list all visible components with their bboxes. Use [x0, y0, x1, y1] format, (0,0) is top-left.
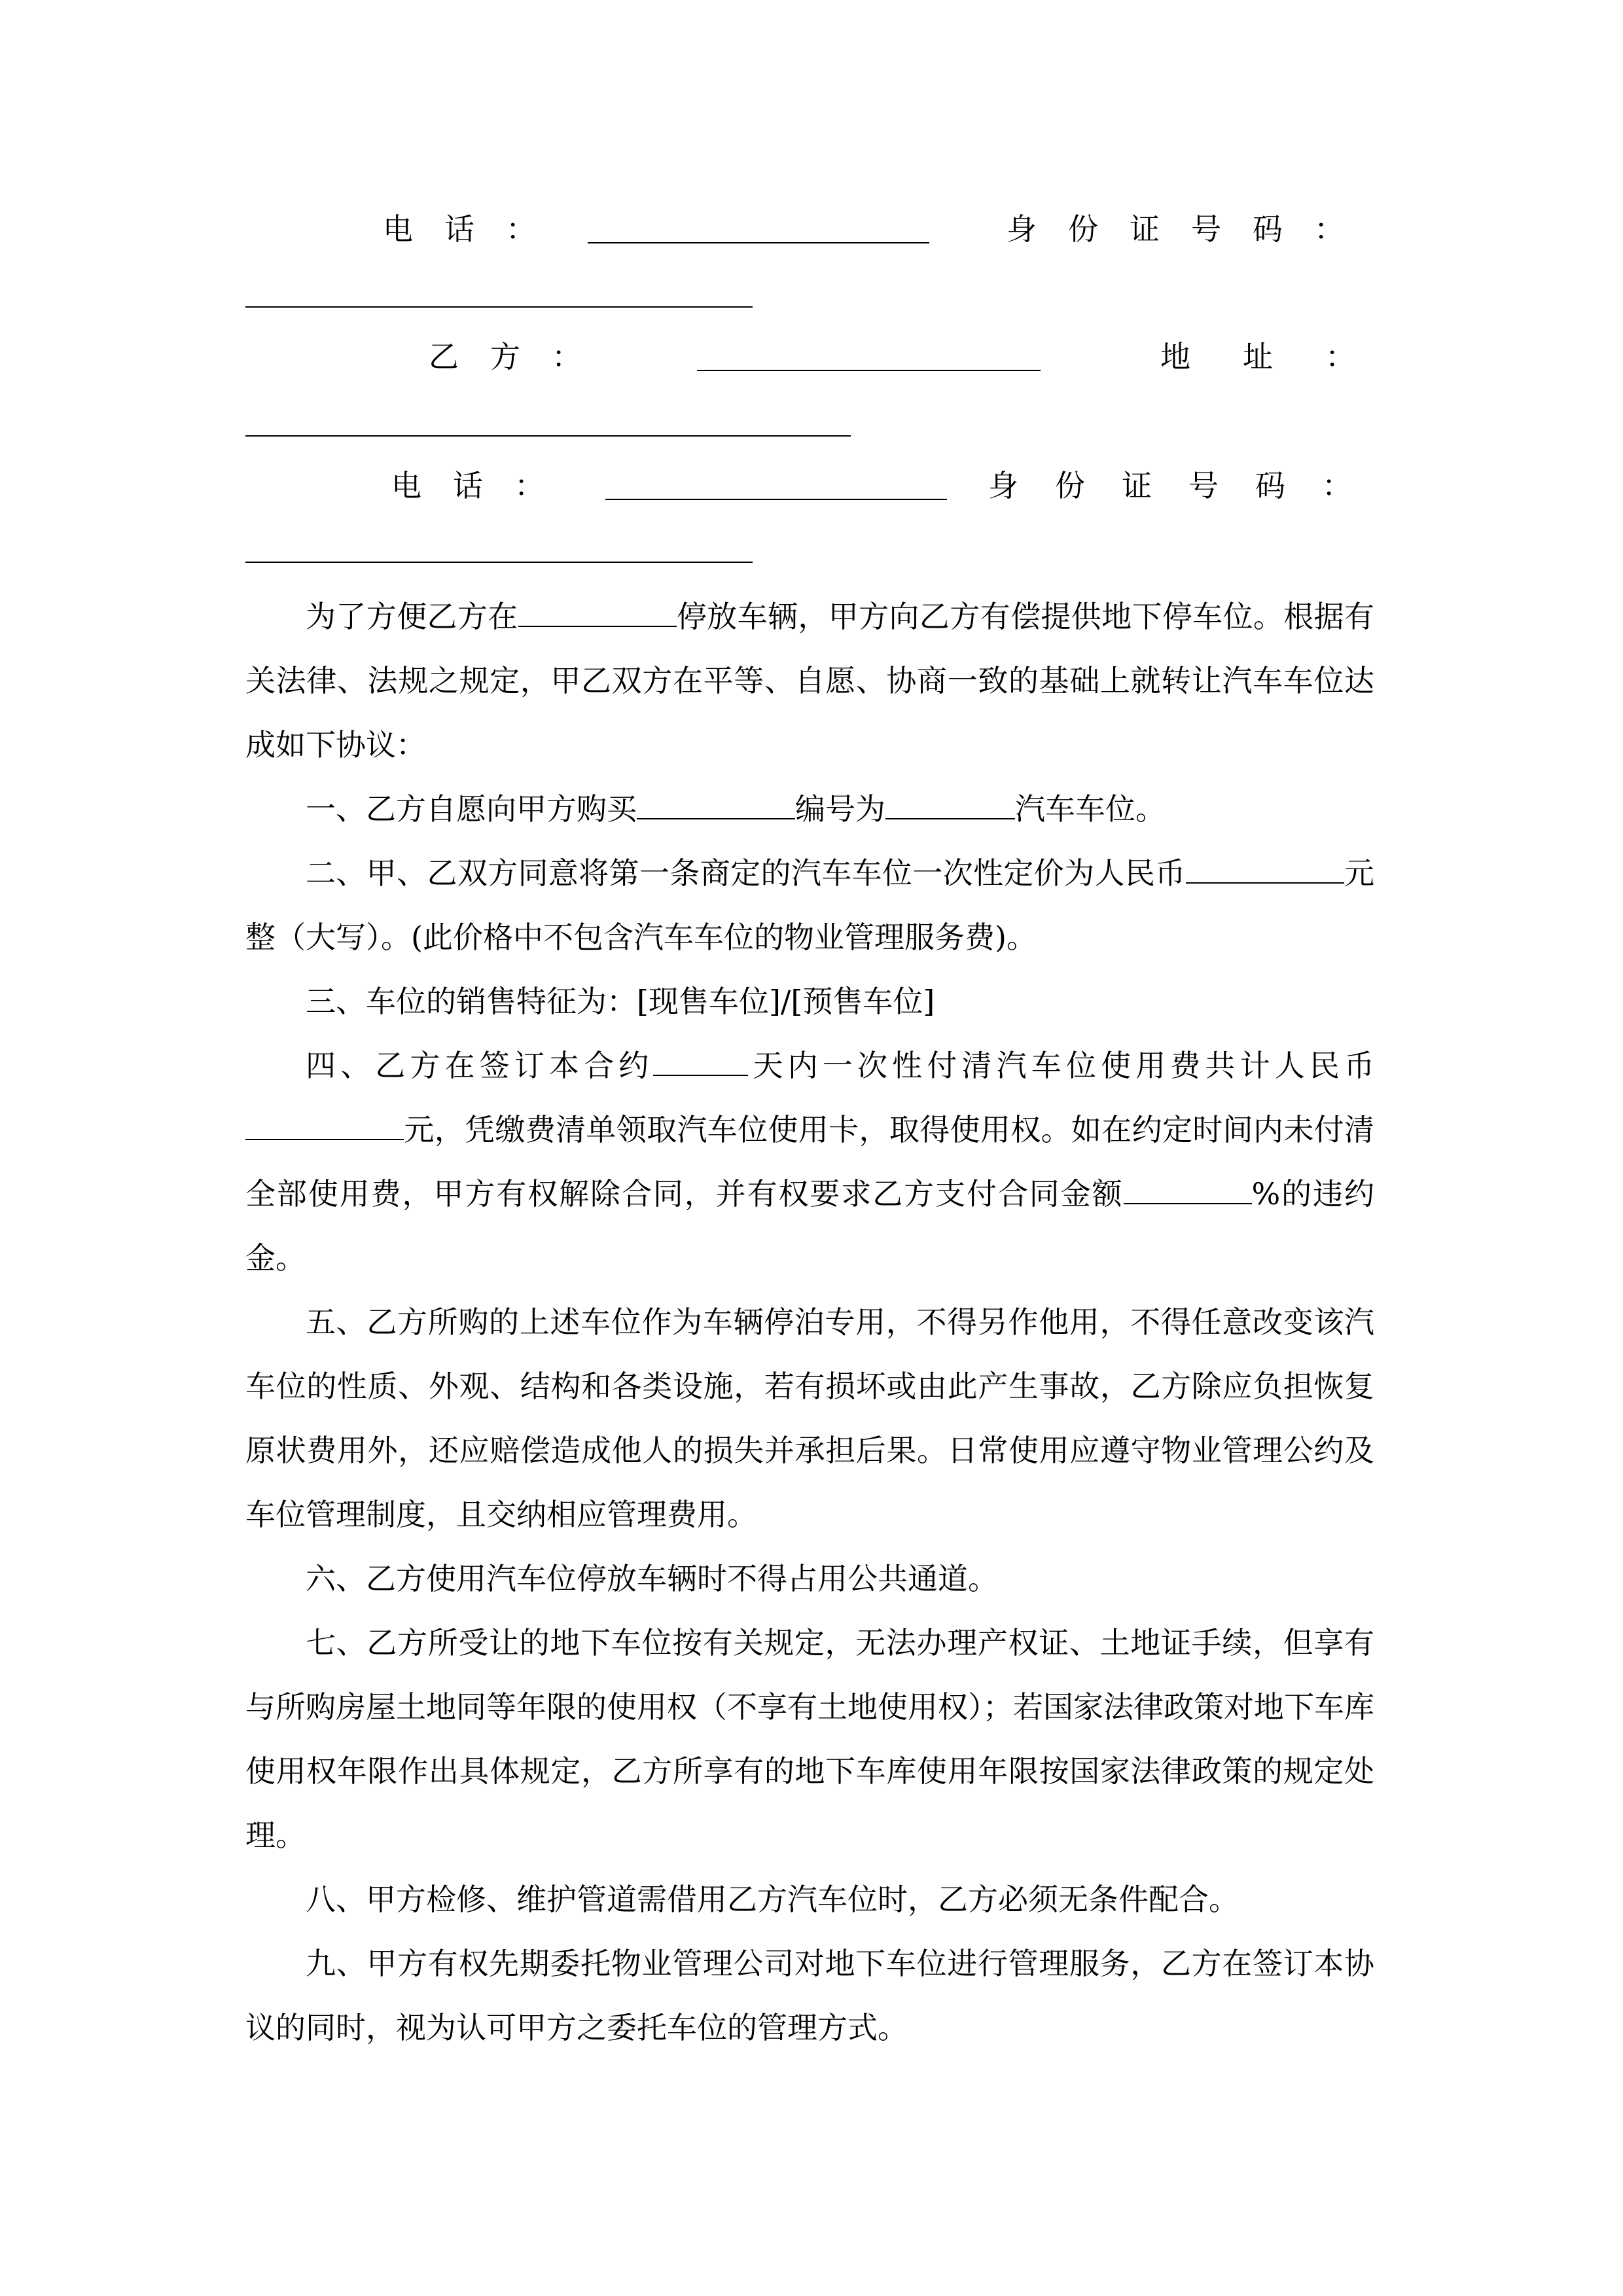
clause-7: 七、乙方所受让的地下车位按有关规定，无法办理产权证、土地证手续，但享有与所购房屋土地同等年限的使用权（不享有土地使用权）；若国家法律政策对地下车库使用权年限作出具体规定，乙方所享有的地下车库使用年限按国家法律政策的规定处理。: [245, 1625, 1374, 1853]
party-a-id-field[interactable]: [245, 306, 753, 308]
clause-2: [245, 841, 1374, 969]
clause-2-price-field[interactable]: [1186, 853, 1344, 884]
clause-1-text-3: 汽车车位。: [1015, 791, 1166, 827]
party-b-phone-field[interactable]: [605, 499, 947, 500]
clause-4-amount-field[interactable]: [245, 1110, 404, 1140]
parking-location-field[interactable]: [518, 597, 677, 627]
clause-4-percent-field[interactable]: [1124, 1174, 1252, 1204]
clause-4-text-4: %的违约金。: [245, 1176, 1374, 1276]
clause-1-area-field[interactable]: [637, 789, 795, 819]
clause-4-text-2: 天内一次性付清汽车位使用费共计人民币: [748, 1048, 1375, 1083]
clause-1-text-1: 一、乙方自愿向甲方购买: [306, 791, 637, 827]
party-a-id-label: 身份证号码：: [1007, 211, 1376, 247]
clause-1-number-field[interactable]: [885, 789, 1015, 819]
party-b-phone-label: 电话：: [391, 468, 576, 503]
clause-9: 九、甲方有权先期委托物业管理公司对地下车位进行管理服务，乙方在签订本协议的同时，视为认可甲方之委托车位的管理方式。: [245, 1946, 1374, 2045]
clause-6: 六、乙方使用汽车位停放车辆时不得占用公共通道。: [306, 1561, 998, 1596]
party-b-id-label: 身份证号码：: [988, 468, 1389, 503]
party-b-address-label: 地址：: [1160, 339, 1408, 374]
clause-4-text-1: 四、乙方在签订本合约: [306, 1048, 654, 1083]
party-a-phone-field[interactable]: [588, 242, 929, 243]
clause-2-text-2: 元整（大写）。(此价格中不包含汽车车位的物业管理服务费)。: [245, 855, 1375, 955]
preamble-text-1: 为了方便乙方在: [306, 599, 518, 634]
party-b-id-field[interactable]: [245, 562, 753, 563]
clause-5: 五、乙方所购的上述车位作为车辆停泊专用，不得另作他用，不得任意改变该汽车位的性质、外观、结构和各类设施，若有损坏或由此产生事故，乙方除应负担恢复原状费用外，还应赔偿造成他人的损失并承担后果。日常使用应遵守物业管理公约及车位管理制度，且交纳相应管理费用。: [245, 1304, 1374, 1532]
preamble-text-2: 停放车辆，甲方向乙方有偿提供地下停车位。根据有关法律、法规之规定，甲乙双方在平等、自愿、协商一致的基础上就转让汽车车位达成如下协议：: [245, 599, 1375, 762]
preamble-paragraph: [245, 584, 1374, 777]
clause-4: [245, 1033, 1374, 1290]
party-a-phone-label: 电话：: [383, 211, 567, 247]
clause-1-text-2: 编号为: [795, 791, 885, 827]
clause-8: 八、甲方检修、维护管道需借用乙方汽车位时，乙方必须无条件配合。: [306, 1882, 1239, 1917]
clause-3: 三、车位的销售特征为：[现售车位]/[预售车位]: [306, 984, 935, 1019]
clause-4-text-3: 元，凭缴费清单领取汽车位使用卡，取得使用权。如在约定时间内未付清全部使用费，甲方有权解除合同，并有权要求乙方支付合同金额: [245, 1112, 1374, 1211]
party-b-address-field[interactable]: [245, 435, 851, 437]
party-b-name-label: 乙方：: [429, 339, 613, 374]
party-b-name-field[interactable]: [697, 370, 1041, 371]
clause-1: [245, 777, 1374, 841]
clause-2-text-1: 二、甲、乙双方同意将第一条商定的汽车车位一次性定价为人民币: [306, 855, 1186, 891]
clause-4-days-field[interactable]: [653, 1046, 748, 1076]
